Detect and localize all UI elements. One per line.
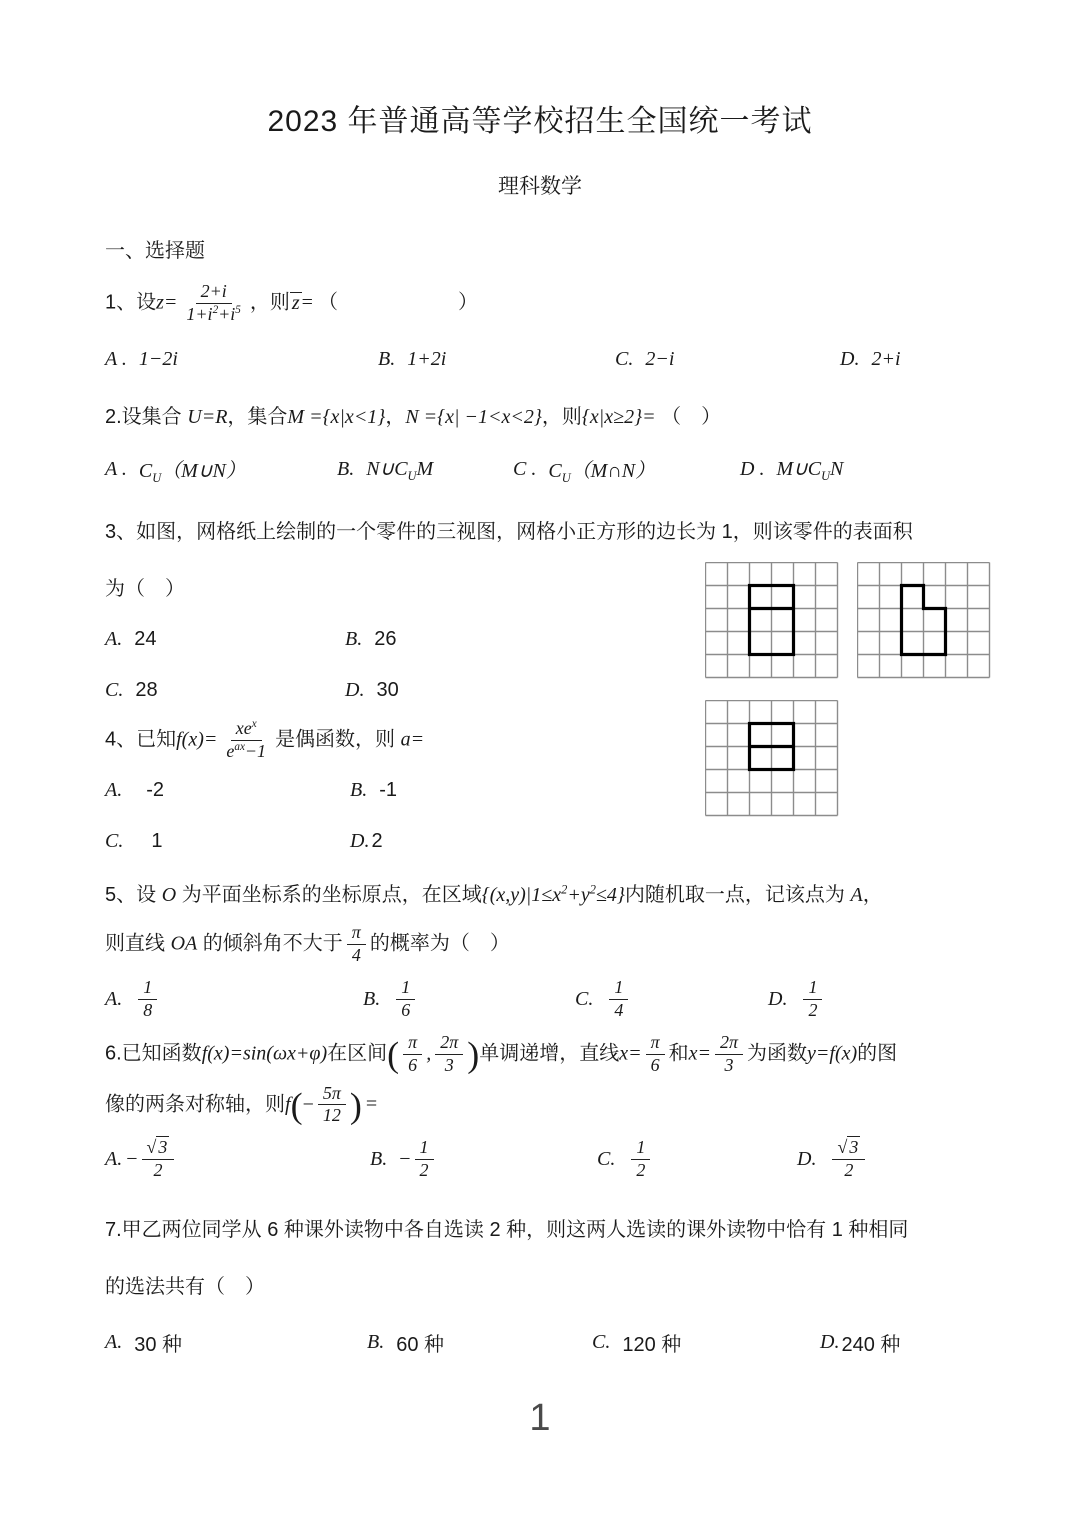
- option-a: [105, 1328, 367, 1357]
- stem-text: ，集合: [227, 405, 288, 428]
- fraction-numerator: 5π: [318, 1083, 346, 1106]
- option-c: [513, 454, 740, 486]
- stem-text: 则直线: [105, 932, 171, 955]
- option-label: B.: [367, 1331, 385, 1354]
- fraction-denominator: 2: [419, 1160, 429, 1181]
- math-expression: f: [285, 1093, 291, 1116]
- option-label: C.: [105, 678, 124, 701]
- math-expression: +y: [567, 883, 590, 906]
- option-c: [597, 1137, 797, 1182]
- option-label: B.: [363, 987, 381, 1010]
- stem-text: 7.甲乙两位同学从 6 种课外读物中各自选读 2 种，则这两人选读的课外读物中恰有 1 种相同: [105, 1219, 909, 1242]
- option-a: [105, 628, 345, 651]
- fraction-denominator: 6: [650, 1054, 660, 1075]
- option-label: C.: [105, 829, 124, 852]
- math-expression: f(x)=sin(ωx+φ): [201, 1042, 328, 1065]
- fraction-numerator: [142, 1137, 175, 1160]
- question-1-options: [105, 348, 975, 371]
- option-value: 24: [134, 627, 157, 650]
- stem-text: 3、如图，网格纸上绘制的一个零件的三视图，网格小正方形的边长为 1，则该零件的表面积: [105, 520, 913, 543]
- right-paren: ): [467, 1034, 480, 1075]
- fraction-denominator: [181, 304, 245, 326]
- minus-sign: −: [126, 1148, 138, 1171]
- fraction: [396, 977, 415, 1022]
- option-label: D.: [768, 987, 788, 1010]
- option-value: -1: [379, 778, 398, 801]
- fraction-numerator: 1: [609, 977, 628, 1000]
- fraction-numerator: [832, 1137, 865, 1160]
- math-expression: +i: [218, 303, 236, 324]
- front-view-grid: [705, 562, 839, 679]
- option-value: [548, 454, 655, 486]
- stem-text: 的倾斜角不大于: [197, 932, 343, 955]
- fraction: [347, 922, 366, 967]
- option-d: [350, 830, 383, 853]
- option-label: B.: [378, 347, 396, 370]
- option-d: [797, 1137, 869, 1182]
- question-6-options: [105, 1137, 975, 1182]
- fraction-denominator: 2: [153, 1160, 163, 1181]
- question-2-stem: [105, 403, 975, 432]
- superscript: 2: [589, 882, 596, 897]
- fraction: [715, 1032, 743, 1077]
- math-expression: M: [416, 457, 434, 480]
- fraction: [403, 1032, 422, 1077]
- section-heading: 一、选择题: [105, 240, 205, 262]
- fraction-denominator: 3: [724, 1054, 734, 1075]
- math-expression: {x|x≥2}=: [581, 405, 656, 428]
- three-view-figure: [705, 562, 997, 822]
- question-6-stem-line2: [105, 1083, 975, 1128]
- math-expression: N ={x| −1<x<2}: [405, 405, 542, 428]
- fraction-denominator: [221, 741, 271, 763]
- top-view-grid: [705, 700, 839, 817]
- stem-text: 的选法共有（ ）: [105, 1276, 265, 1299]
- option-value: 26: [374, 627, 397, 650]
- fraction-numerator: π: [347, 922, 366, 945]
- math-expression: f(x)=: [176, 728, 218, 751]
- fraction-denominator: 6: [408, 1054, 418, 1075]
- math-expression: 1+i: [186, 303, 213, 324]
- option-value: 1+2i: [407, 347, 447, 370]
- fraction-denominator: 12: [322, 1105, 341, 1126]
- subscript: U: [407, 468, 417, 483]
- option-c: [615, 348, 840, 371]
- option-a: [105, 779, 350, 802]
- fraction: [181, 281, 245, 326]
- option-a: [105, 1137, 370, 1182]
- question-5-stem-line2: [105, 922, 975, 967]
- fraction-denominator: 3: [444, 1054, 454, 1075]
- stem-text: ，则: [541, 405, 582, 428]
- option-label: C.: [592, 1331, 611, 1354]
- option-a: [105, 454, 337, 486]
- comma: ,: [426, 1042, 432, 1065]
- question-1-stem: [105, 281, 975, 326]
- fraction-numerator: 2π: [715, 1032, 743, 1055]
- option-value: [139, 454, 246, 486]
- option-label: D.: [345, 678, 365, 701]
- option-d: [740, 456, 843, 484]
- fraction-numerator: 2+i: [196, 281, 232, 304]
- superscript: 2: [561, 882, 568, 897]
- fraction-numerator: π: [646, 1032, 665, 1055]
- question-7-stem-line2: [105, 1273, 975, 1302]
- math-expression: xe: [235, 717, 252, 738]
- option-value: 2−i: [645, 347, 675, 370]
- fraction: [609, 977, 628, 1022]
- math-expression: A: [850, 883, 863, 906]
- option-value: 2: [371, 829, 383, 852]
- math-expression: = （ ）: [301, 291, 478, 314]
- option-label: A.: [105, 627, 123, 650]
- option-d: [820, 1328, 900, 1357]
- math-expression: OA: [170, 932, 198, 955]
- option-c: [105, 679, 345, 702]
- fraction-numerator: [231, 718, 262, 741]
- math-expression: U=R: [187, 405, 228, 428]
- option-label: C.: [575, 987, 594, 1010]
- option-label: B.: [370, 1148, 388, 1171]
- option-b: [363, 977, 575, 1022]
- option-label: D .: [740, 458, 765, 481]
- option-label: D.: [350, 829, 370, 852]
- math-expression: ≤4}: [595, 883, 625, 906]
- question-3-stem-line1: [105, 518, 975, 547]
- option-c: [592, 1328, 820, 1357]
- stem-text: 的概率为（ ）: [369, 932, 510, 955]
- superscript: 5: [235, 303, 241, 316]
- option-b: [370, 1137, 597, 1182]
- option-c: [105, 830, 350, 853]
- option-label: B.: [350, 778, 368, 801]
- subscript: U: [561, 470, 571, 485]
- stem-text: 为平面坐标系的坐标原点，在区域: [176, 883, 482, 906]
- superscript: x: [251, 717, 257, 730]
- right-paren: ): [349, 1084, 362, 1125]
- option-label: D.: [797, 1148, 817, 1171]
- option-label: C .: [513, 458, 537, 481]
- option-label: A.: [105, 1148, 123, 1171]
- option-d: [768, 977, 826, 1022]
- math-expression: N: [830, 457, 844, 480]
- option-label: D.: [840, 347, 860, 370]
- page-title: 2023 年普通高等学校招生全国统一考试: [267, 105, 813, 138]
- subject-subtitle: 理科数学: [498, 175, 582, 198]
- math-expression: a=: [400, 728, 425, 751]
- math-expression: z=: [156, 291, 178, 314]
- math-expression: M ={x|x<1}: [287, 405, 386, 428]
- minus-sign: −: [399, 1148, 411, 1171]
- stem-text: 4、已知: [105, 728, 177, 751]
- option-value: 28: [135, 678, 158, 701]
- stem-text: 和: [668, 1042, 689, 1065]
- math-expression: M∪C: [776, 457, 822, 480]
- superscript: ax: [234, 740, 245, 753]
- math-expression: −1: [244, 740, 267, 761]
- option-a: [105, 348, 378, 371]
- question-2-options: [105, 454, 975, 486]
- math-expression: x=: [688, 1042, 711, 1065]
- option-value: 1: [151, 829, 163, 852]
- math-expression: y=f(x): [807, 1042, 858, 1065]
- math-expression: N∪C: [366, 457, 408, 480]
- fraction-numerator: 2π: [435, 1032, 463, 1055]
- left-paren: (: [290, 1084, 303, 1125]
- option-value: [366, 456, 433, 484]
- fraction-denominator: 6: [401, 999, 411, 1020]
- option-d: [345, 679, 399, 702]
- z-conjugate: [290, 292, 302, 314]
- option-value: 1−2i: [138, 347, 178, 370]
- question-5-options: [105, 977, 975, 1022]
- option-label: C.: [597, 1148, 616, 1171]
- stem-text: ，: [862, 883, 883, 906]
- fraction-denominator: 8: [143, 999, 153, 1020]
- option-label: A.: [105, 1331, 123, 1354]
- fraction-numerator: π: [403, 1032, 422, 1055]
- page-number: 1: [529, 1397, 551, 1440]
- fraction: [318, 1083, 346, 1128]
- equals-sign: =: [365, 1093, 378, 1116]
- fraction-denominator: 2: [808, 999, 818, 1020]
- stem-text: 为函数: [747, 1042, 808, 1065]
- fraction: [631, 1137, 650, 1182]
- subscript: U: [821, 468, 831, 483]
- stem-text: 单调递增，直线: [479, 1042, 620, 1065]
- option-value: 2+i: [871, 347, 901, 370]
- math-expression: [482, 884, 625, 906]
- option-value: 120 种: [622, 1334, 682, 1357]
- superscript: 2: [212, 303, 219, 316]
- option-value: 240 种: [841, 1334, 901, 1357]
- stem-text: 内随机取一点，记该点为: [624, 883, 851, 906]
- radical-icon: √: [146, 1137, 157, 1158]
- subscript: U: [152, 470, 162, 485]
- math-expression: （M∪N）: [161, 459, 246, 482]
- fraction-denominator: 2: [636, 1160, 646, 1181]
- fraction: [832, 1137, 865, 1182]
- stem-text: 在区间: [327, 1042, 388, 1065]
- option-label: A .: [105, 347, 127, 370]
- option-b: [350, 779, 397, 802]
- overlined-z: z: [291, 291, 300, 314]
- side-view-grid: [857, 562, 991, 679]
- fraction-numerator: 1: [138, 977, 157, 1000]
- fraction-numerator: 1: [396, 977, 415, 1000]
- fraction: [415, 1137, 434, 1182]
- math-expression: e: [226, 740, 235, 761]
- fraction-numerator: 1: [803, 977, 822, 1000]
- fraction-numerator: 1: [631, 1137, 650, 1160]
- question-6-stem-line1: [105, 1032, 975, 1077]
- stem-text: 像的两条对称轴，则: [105, 1093, 285, 1116]
- fraction: [646, 1032, 665, 1077]
- option-d: [840, 348, 901, 371]
- math-expression: O: [161, 883, 177, 906]
- math-expression: {(x,y)|1≤x: [481, 883, 562, 906]
- stem-text: 1、设: [105, 291, 157, 314]
- stem-text: 2.设集合: [105, 405, 188, 428]
- fraction: [803, 977, 822, 1022]
- stem-text: ，则: [249, 291, 290, 314]
- fraction: [142, 1137, 175, 1182]
- fraction: [221, 718, 271, 763]
- fraction-denominator: 2: [844, 1160, 854, 1181]
- fraction-denominator: 4: [351, 944, 361, 965]
- option-a: [105, 977, 363, 1022]
- stem-text: 6.已知函数: [105, 1042, 202, 1065]
- option-b: [367, 1328, 592, 1357]
- question-7-stem-line1: [105, 1216, 975, 1245]
- stem-text: 为（ ）: [105, 577, 185, 600]
- minus-sign: −: [302, 1093, 314, 1116]
- fraction-denominator: 4: [614, 999, 624, 1020]
- math-expression: x=: [619, 1042, 642, 1065]
- option-value: -2: [146, 778, 165, 801]
- option-label: C.: [615, 347, 634, 370]
- radicand: 3: [849, 1137, 859, 1158]
- math-expression: （M∩N）: [570, 459, 656, 482]
- option-label: A .: [105, 458, 127, 481]
- math-expression: C: [548, 459, 562, 482]
- math-expression: C: [138, 459, 153, 482]
- stem-text: 是偶函数，则: [275, 728, 401, 751]
- left-paren: (: [387, 1034, 400, 1075]
- stem-text: （ ）: [655, 405, 722, 428]
- stem-text: 的图: [857, 1042, 898, 1065]
- option-label: B.: [337, 458, 355, 481]
- option-value: 30: [376, 678, 399, 701]
- option-label: A.: [105, 778, 123, 801]
- option-b: [345, 628, 396, 651]
- stem-text: 5、设: [105, 883, 162, 906]
- option-label: B.: [345, 627, 363, 650]
- radicand: 3: [158, 1137, 168, 1158]
- stem-text: ，: [385, 405, 406, 428]
- radical-icon: √: [837, 1137, 848, 1158]
- option-value: [776, 456, 843, 484]
- option-b: [378, 348, 615, 371]
- question-7-options: [105, 1328, 975, 1357]
- fraction: [138, 977, 157, 1022]
- fraction: [435, 1032, 463, 1077]
- option-label: D.: [820, 1331, 840, 1354]
- option-value: 60 种: [396, 1334, 445, 1357]
- question-4-options-row2: [105, 830, 975, 853]
- option-label: A.: [105, 987, 123, 1010]
- option-value: 30 种: [134, 1334, 183, 1357]
- question-5-stem-line1: [105, 881, 975, 910]
- option-b: [337, 456, 513, 484]
- fraction-numerator: 1: [415, 1137, 434, 1160]
- option-c: [575, 977, 768, 1022]
